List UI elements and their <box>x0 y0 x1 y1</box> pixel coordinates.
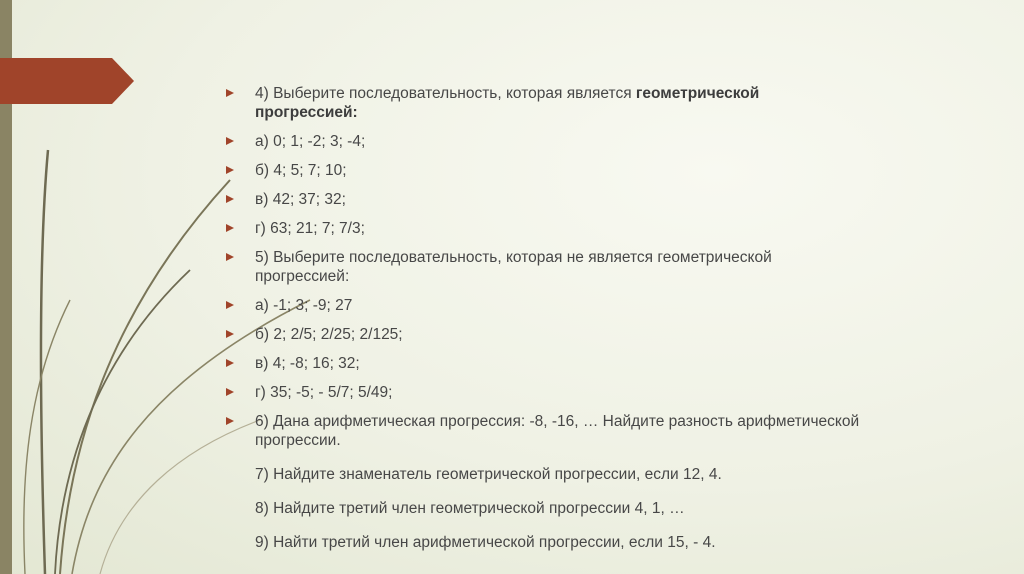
arrow-bullet-icon <box>226 388 234 396</box>
option-5b-text: б) 2; 2/5; 2/25; 2/125; <box>255 326 403 343</box>
question-7-text: 7) Найдите знаменатель геометрической прогрессии, если 12, 4. <box>255 466 722 483</box>
question-5-text: 5) Выберите последовательность, которая не является геометрической прогрессией: <box>255 249 772 285</box>
option-5d-text: г) 35; -5; - 5/7; 5/49; <box>255 384 393 401</box>
option-5c <box>226 354 866 373</box>
arrow-bullet-icon <box>226 417 234 425</box>
arrow-bullet-icon <box>226 89 234 97</box>
question-4-text: 4) Выберите последовательность, которая является <box>255 85 636 102</box>
option-4b <box>226 161 866 180</box>
arrow-bullet-icon <box>226 359 234 367</box>
question-8-text: 8) Найдите третий член геометрической прогрессии 4, 1, … <box>255 500 685 517</box>
question-4 <box>226 84 866 122</box>
option-5c-text: в) 4; -8; 16; 32; <box>255 355 360 372</box>
slide-content <box>226 84 866 562</box>
option-5a-text: а) -1; 3; -9; 27 <box>255 297 353 314</box>
option-4c-text: в) 42; 37; 32; <box>255 191 346 208</box>
option-4a-text: а) 0; 1; -2; 3; -4; <box>255 133 366 150</box>
arrow-bullet-icon <box>226 330 234 338</box>
option-4d <box>226 219 866 238</box>
arrow-bullet-icon <box>226 137 234 145</box>
option-5d <box>226 383 866 402</box>
questions-6-9 <box>226 412 866 552</box>
option-4b-text: б) 4; 5; 7; 10; <box>255 162 347 179</box>
option-4a <box>226 132 866 151</box>
title-accent-arrow <box>0 58 134 104</box>
option-4c <box>226 190 866 209</box>
question-9-text: 9) Найти третий член арифметической прогрессии, если 15, - 4. <box>255 534 716 551</box>
question-4-bold: геометрической прогрессией: <box>255 85 760 121</box>
option-5b <box>226 325 866 344</box>
option-4d-text: г) 63; 21; 7; 7/3; <box>255 220 365 237</box>
arrow-bullet-icon <box>226 166 234 174</box>
arrow-bullet-icon <box>226 224 234 232</box>
arrow-bullet-icon <box>226 301 234 309</box>
arrow-bullet-icon <box>226 253 234 261</box>
arrow-bullet-icon <box>226 195 234 203</box>
option-5a <box>226 296 866 315</box>
question-5 <box>226 248 866 286</box>
question-6-text: 6) Дана арифметическая прогрессия: -8, -16, … Найдите разность арифметической прогрессии. <box>255 413 860 449</box>
